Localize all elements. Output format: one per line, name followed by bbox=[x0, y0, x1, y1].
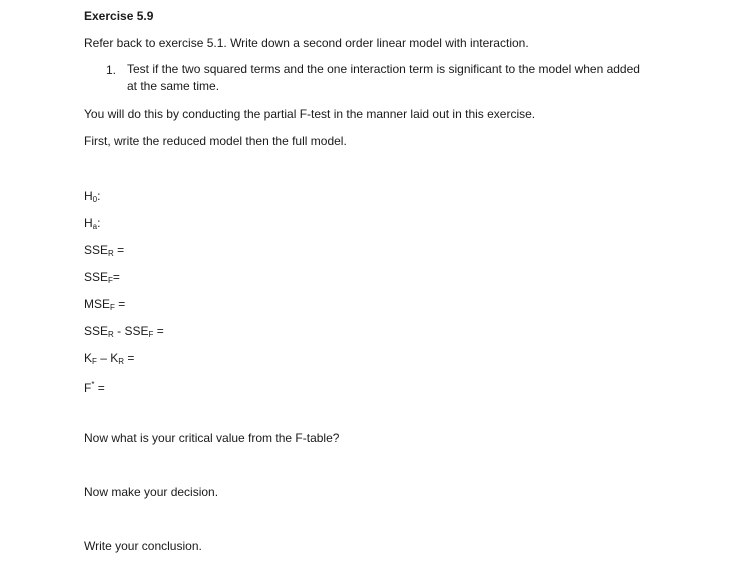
conclusion-prompt: Write your conclusion. bbox=[84, 539, 202, 553]
mse-f-base: MSE bbox=[84, 297, 111, 311]
f-star-suffix: = bbox=[94, 381, 105, 395]
sse-r-base: SSE bbox=[84, 243, 109, 257]
list-number: 1. bbox=[106, 63, 117, 77]
k-diff-a-base: K bbox=[84, 351, 93, 365]
ha-subscript: a bbox=[92, 222, 98, 231]
model-instruction: First, write the reduced model then the full model. bbox=[84, 134, 347, 148]
f-star-superscript: * bbox=[91, 380, 95, 389]
ha-base: H bbox=[84, 216, 93, 230]
exercise-title: Exercise 5.9 bbox=[84, 9, 154, 23]
k-diff-b-base: K bbox=[110, 351, 119, 365]
mse-full bbox=[84, 297, 125, 315]
critical-value-question: Now what is your critical value from the F-table? bbox=[84, 431, 340, 445]
sse-r-suffix: = bbox=[113, 243, 125, 257]
sse-f-base: SSE bbox=[84, 270, 109, 284]
mse-f-subscript: F bbox=[110, 303, 115, 312]
ha-suffix: : bbox=[97, 216, 101, 230]
list-item-text: Test if the two squared terms and the one interaction term is significant to the model when added at the same time. bbox=[127, 62, 640, 93]
mse-f-suffix: = bbox=[114, 297, 126, 311]
sse-f-subscript: F bbox=[108, 276, 113, 285]
sse-full bbox=[84, 270, 120, 288]
sse-difference bbox=[84, 324, 164, 342]
h0-base: H bbox=[84, 189, 93, 203]
f-statistic bbox=[84, 378, 105, 395]
h0-suffix: : bbox=[97, 189, 101, 203]
k-diff-a-subscript: F bbox=[92, 357, 97, 366]
sse-r-subscript: R bbox=[108, 249, 114, 258]
instruction-text: You will do this by conducting the partial F-test in the manner laid out in this exercise. bbox=[84, 107, 536, 121]
sse-f-suffix: = bbox=[112, 270, 120, 284]
alternative-hypothesis bbox=[84, 216, 100, 234]
f-star-base: F bbox=[84, 381, 92, 395]
decision-prompt: Now make your decision. bbox=[84, 485, 219, 499]
intro-text: Refer back to exercise 5.1. Write down a second order linear model with interaction. bbox=[84, 36, 529, 50]
k-diff-b-subscript: R bbox=[118, 357, 125, 366]
null-hypothesis bbox=[84, 189, 100, 207]
h0-subscript: 0 bbox=[92, 195, 98, 204]
k-diff-suffix: = bbox=[124, 351, 135, 365]
sse-diff-suffix: = bbox=[153, 324, 164, 338]
sse-diff-a-subscript: R bbox=[108, 330, 114, 339]
sse-diff-a-base: SSE bbox=[84, 324, 109, 338]
sse-diff-operator: - bbox=[113, 324, 125, 338]
k-difference bbox=[84, 351, 134, 369]
sse-diff-b-base: SSE bbox=[124, 324, 149, 338]
k-diff-operator: – bbox=[96, 351, 111, 365]
sse-reduced bbox=[84, 243, 124, 261]
sse-diff-b-subscript: F bbox=[148, 330, 154, 339]
